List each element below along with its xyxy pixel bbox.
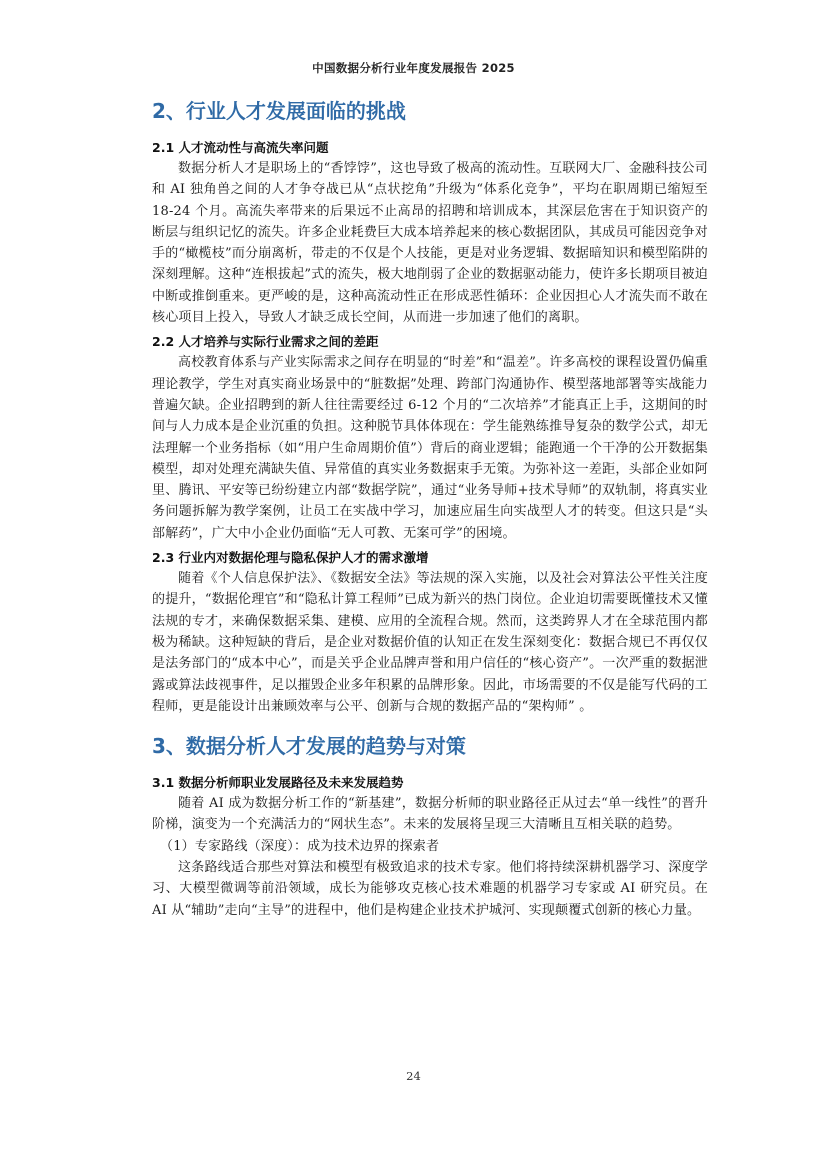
body-paragraph: 数据分析人才是职场上的“香饽饽”，这也导致了极高的流动性。互联网大厂、金融科技公司和 AI 独角兽之间的人才争夺战已从“点状挖角”升级为“体系化竞争”，平均在职周期已缩短至 18-24 个月。高流失率带来的后果远不止高昂的招聘和培训成本，其深层危害在于知识资产的断层与组织记忆的流失。许多企业耗费巨大成本培养起来的核心数据团队，其成员可能因竞争对手的“橄榄枝”而分崩离析，带走的不仅是个人技能，更是对业务逻辑、数据暗知识和模型陷阱的深刻理解。这种“连根拔起”式的流失，极大地削弱了企业的数据驱动能力，使许多长期项目被迫中断或推倒重来。更严峻的是，这种高流动性正在形成恶性循环：企业因担心人才流失而不敢在核心项目上投入，导致人才缺乏成长空间，从而进一步加速了他们的离职。 (152, 161, 708, 326)
subsection-heading: 2.1 人才流动性与高流失率问题 (152, 140, 329, 155)
section-heading: 3、数据分析人才发展的趋势与对策 (152, 734, 466, 759)
body-paragraph: 这条路线适合那些对算法和模型有极致追求的技术专家。他们将持续深耕机器学习、深度学习、大模型微调等前沿领域，成长为能够攻克核心技术难题的机器学习专家或 AI 研究员。在 AI 从“辅助”走向“主导”的进程中，他们是构建企业技术护城河、实现颠覆式创新的核心力量。 (152, 860, 708, 918)
subsection-heading: 2.3 行业内对数据伦理与隐私保护人才的需求激增 (152, 550, 429, 566)
list-item-label: （1）专家路线（深度）：成为技术边界的探索者 (160, 838, 440, 854)
section-heading: 2、行业人才发展面临的挑战 (152, 99, 406, 123)
body-paragraph: 高校教育体系与产业实际需求之间存在明显的“时差”和“温差”。许多高校的课程设置仍偏重理论教学，学生对真实商业场景中的“脏数据”处理、跨部门沟通协作、模型落地部署等实战能力普遍欠缺。企业招聘到的新人往往需要经过 6-12 个月的“二次培养”才能真正上手，这期间的时间与人力成本是企业沉重的负担。这种脱节具体体现在：学生能熟练推导复杂的数学公式，却无法理解一个业务指标（如“用户生命周期价值”）背后的商业逻辑；能跑通一个干净的公开数据集模型，却对处理充满缺失值、异常值的真实业务数据束手无策。为弥补这一差距，头部企业如阿里、腾讯、平安等已纷纷建立内部“数据学院”，通过“业务导师+技术导师”的双轨制，将真实业务问题拆解为教学案例，让员工在实战中学习，加速应届生向实战型人才的转变。但这只是“头部解药”，广大中小企业仍面临“无人可教、无案可学”的困境。 (152, 355, 708, 541)
subsection-heading: 2.2 人才培养与实际行业需求之间的差距 (152, 334, 379, 350)
body-paragraph: 随着 AI 成为数据分析工作的“新基建”，数据分析师的职业路径正从过去“单一线性”的晋升阶梯，演变为一个充满活力的“网状生态”。未来的发展将呈现三大清晰且互相关联的趋势。 (152, 796, 708, 833)
body-paragraph: 随着《个人信息保护法》、《数据安全法》等法规的深入实施，以及社会对算法公平性关注度的提升，“数据伦理官”和“隐私计算工程师”已成为新兴的热门岗位。企业迫切需要既懂技术又懂法规的专才，来确保数据采集、建模、应用的全流程合规。然而，这类跨界人才在全球范围内都极为稀缺。这种短缺的背后，是企业对数据价值的认知正在发生深刻变化：数据合规已不再仅仅是法务部门的“成本中心”，而是关乎企业品牌声誉和用户信任的“核心资产”。一次严重的数据泄露或算法歧视事件，足以摧毁企业多年积累的品牌形象。因此，市场需要的不仅是能写代码的工程师，更是能设计出兼顾效率与公平、创新与合规的数据产品的“架构师” 。 (152, 571, 708, 714)
subsection-heading: 3.1 数据分析师职业发展路径及未来发展趋势 (152, 775, 404, 791)
page-number: 24 (406, 1069, 421, 1083)
page-body (152, 96, 708, 921)
running-header: 中国数据分析行业年度发展报告 2025 (312, 61, 515, 75)
